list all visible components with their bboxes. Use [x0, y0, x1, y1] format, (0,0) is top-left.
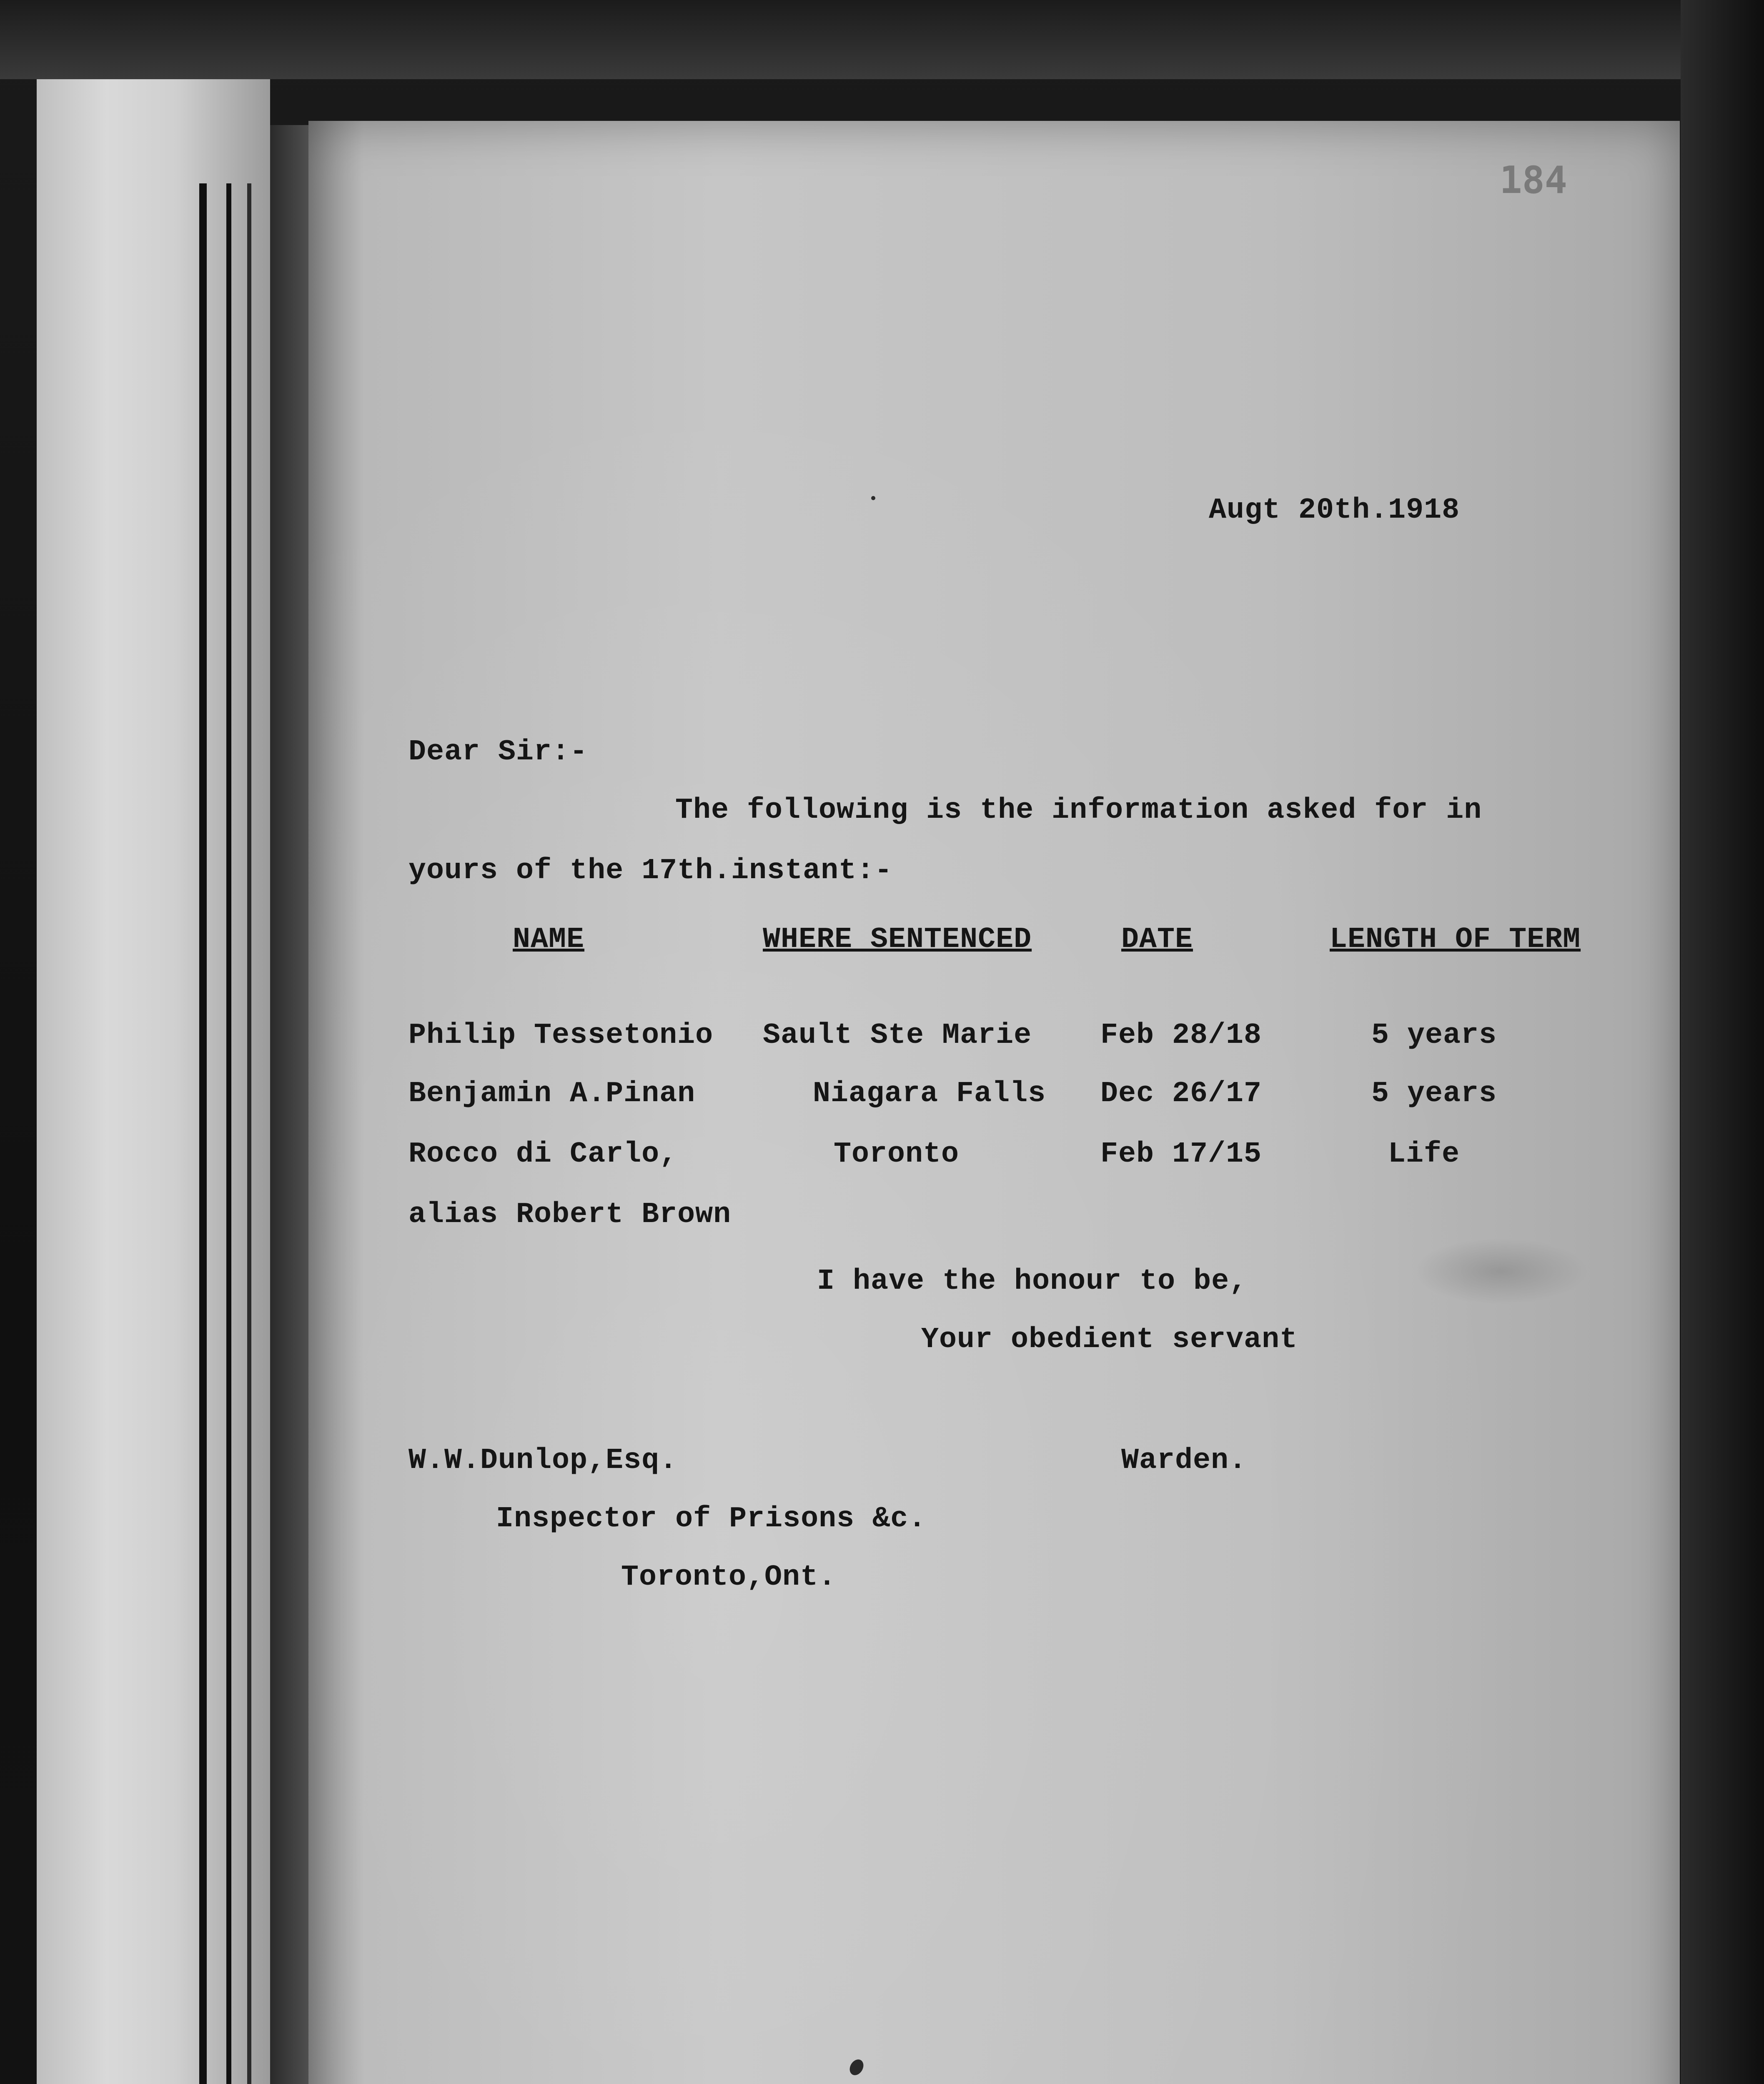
column-header-date: DATE	[1121, 923, 1193, 956]
table-row-name: Benjamin A.Pinan	[408, 1077, 696, 1110]
alias-line: alias Robert Brown	[408, 1198, 732, 1231]
salutation: Dear Sir:-	[408, 736, 588, 769]
body-line-2: yours of the 17th.instant:-	[408, 854, 893, 887]
film-frame-right	[1681, 0, 1764, 2084]
binding-line	[247, 183, 251, 2084]
closing-line-2: Your obedient servant	[921, 1323, 1298, 1356]
signature-title: Warden.	[1121, 1444, 1247, 1477]
letter-sheet	[308, 121, 1680, 2084]
addressee-title: Inspector of Prisons &c.	[496, 1503, 927, 1535]
page-number: 184	[1499, 158, 1567, 202]
table-row-name: Philip Tessetonio	[408, 1019, 714, 1052]
binding-strip	[37, 79, 270, 2084]
table-row-date: Dec 26/17	[1100, 1077, 1262, 1110]
paper-stain	[1413, 1238, 1588, 1305]
binding-line	[199, 183, 207, 2084]
table-row-where: Toronto	[834, 1138, 960, 1171]
table-row-term: Life	[1388, 1138, 1460, 1171]
ink-speck	[871, 496, 875, 500]
addressee-name: W.W.Dunlop,Esq.	[408, 1444, 678, 1477]
film-frame-top	[0, 0, 1764, 79]
table-row-date: Feb 28/18	[1100, 1019, 1262, 1052]
binding-line	[226, 183, 231, 2084]
table-row-name: Rocco di Carlo,	[408, 1138, 678, 1171]
table-row-term: 5 years	[1371, 1077, 1497, 1110]
column-header-where-sentenced: WHERE SENTENCED	[763, 923, 1032, 956]
column-header-name: NAME	[513, 923, 585, 956]
ink-speck	[847, 2057, 866, 2078]
table-row-term: 5 years	[1371, 1019, 1497, 1052]
closing-line-1: I have the honour to be,	[817, 1265, 1248, 1298]
body-line-1: The following is the information asked for in	[675, 794, 1482, 827]
column-header-length-of-term: LENGTH OF TERM	[1330, 923, 1581, 956]
table-row-where: Sault Ste Marie	[763, 1019, 1032, 1052]
letter-date: Augt 20th.1918	[1209, 494, 1460, 527]
table-row-where: Niagara Falls	[813, 1077, 1046, 1110]
addressee-city: Toronto,Ont.	[621, 1561, 837, 1594]
table-row-date: Feb 17/15	[1100, 1138, 1262, 1171]
